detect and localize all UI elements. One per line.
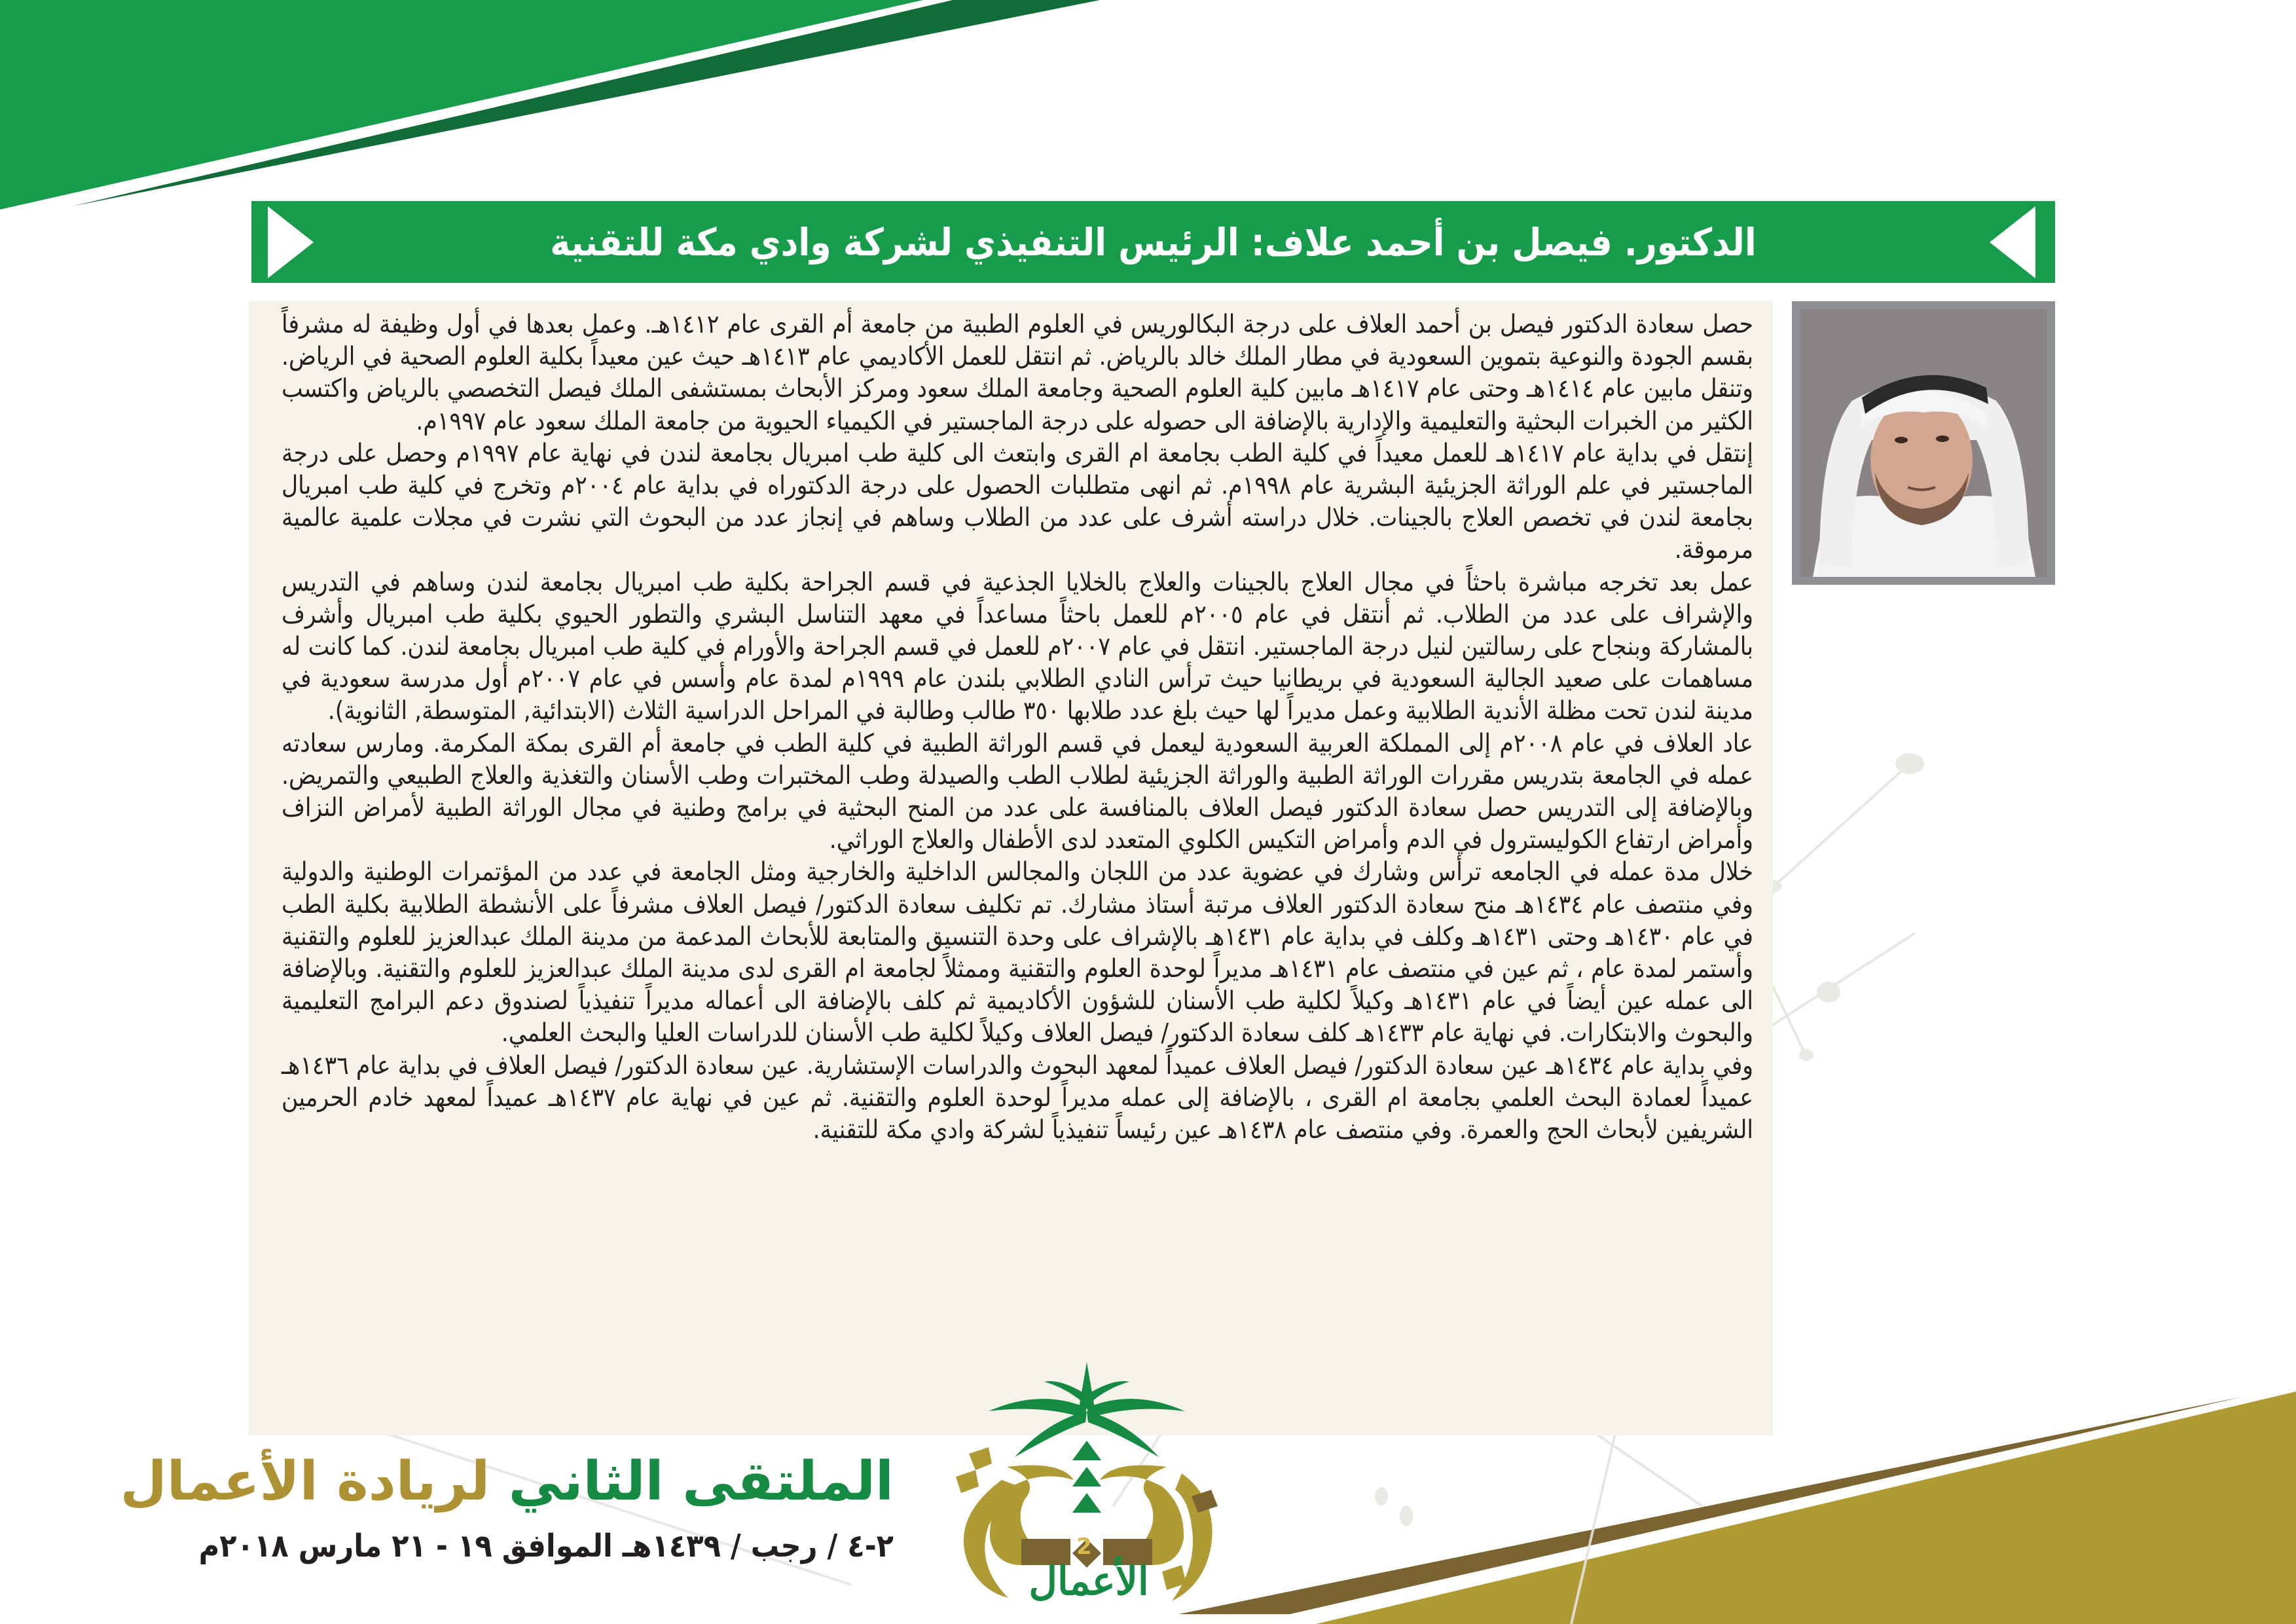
event-title <box>120 1450 894 1529</box>
person-portrait-icon <box>1800 309 2047 577</box>
biography-text <box>282 308 1753 1146</box>
event-title-part1: الملتقى الثاني <box>508 1450 894 1513</box>
biography-paragraph: إنتقل في بداية عام ١٤١٧هـ للعمل معيداً في كلية الطب بجامعة ام القرى وابتعث الى كلية طب امبريال بجامعة لندن في نهاية عام ١٩٩٧م وحصل على درجة الماجستير في علم الوراثة الجزيئية البشرية عام ١٩٩٨م. ثم انهى متطلبات الحصول على درجة الدكتوراه في بداية عام ٢٠٠٤م وتخرج في كلية طب امبريال بجامعة لندن في تخصص العلاج بالجينات. خلال دراسته أشرف على عدد من الطلاب وساهم في إنجاز عدد من البحوث التي نشرت في مجلات علمية عالمية مرموقة. <box>282 438 1754 565</box>
portrait-photo <box>1792 301 2055 585</box>
logo-edition-number: 2 <box>1076 1534 1092 1560</box>
biography-paragraph: خلال مدة عمله في الجامعه ترأس وشارك في عضوية عدد من اللجان والمجالس الداخلية والخارجية ومثل الجامعة في عدد من المؤتمرات الوطنية والدولية وفي منتصف عام ١٤٣٤هـ منح سعادة الدكتور العلاف مرتبة أستاذ مشارك. تم تكليف سعادة الدكتور/ فيصل العلاف مشرفاً على الأنشطة الطلابية بكلية الطب في عام ١٤٣٠هـ وحتى ١٤٣١هـ وكلف في بداية عام ١٤٣١هـ بالإشراف على وحدة التنسيق والمتابعة للأبحاث المدعمة من مدينة الملك عبدالعزيز للعلوم والتقنية وأستمر لمدة عام ، ثم عين في منتصف عام ١٤٣١هـ مديراً لوحدة العلوم والتقنية وممثلاً لجامعة ام القرى لدى مدينة الملك عبدالعزيز للعلوم والتقنية. وبالإضافة الى عمله عين أيضاً في عام ١٤٣١هـ وكيلاً لكلية طب الأسنان للشؤون الأكاديمية ثم كلف بالإضافة الى أعماله مديراً تنفيذياً لصندوق دعم البرامج التعليمية والبحوث والابتكارات. في نهاية عام ١٤٣٣هـ كلف سعادة الدكتور/ فيصل العلاف وكيلاً لكلية طب الأسنان للدراسات العليا والبحث العلمي. <box>282 857 1754 1048</box>
header-banner <box>251 201 2055 283</box>
arrow-left-icon <box>1990 206 2035 278</box>
biography-paragraph: عمل بعد تخرجه مباشرة باحثاً في مجال العلاج بالجينات والعلاج بالخلايا الجذعية في قسم الجراحة بكلية طب امبريال بجامعة لندن وساهم في التدريس والإشراف على عدد من الطلاب. ثم أنتقل في عام ٢٠٠٥م للعمل باحثاً مساعداً في معهد التناسل البشري والتطور الحيوي بكلية طب امبريال وأشرف بالمشاركة وبنجاح على رسالتين لنيل درجة الماجستير. انتقل في عام ٢٠٠٧م للعمل في قسم الجراحة والأورام في كلية طب امبريال بجامعة لندن. كما كانت له مساهمات على صعيد الجالية السعودية في بريطانيا حيث ترأس النادي الطلابي بلندن عام ١٩٩٩م لمدة عام وأسس في عام ٢٠٠٧م أول مدرسة سعودية في مدينة لندن تحت مظلة الأندية الطلابية وعمل مديراً لها حيث بلغ عدد طلابها ٣٥٠ طالب وطالبة في المراحل الدراسية الثلاث (الابتدائية, المتوسطة, الثانوية). <box>282 567 1754 726</box>
arrow-right-icon <box>268 206 314 278</box>
biography-box <box>249 301 1773 1435</box>
biography-paragraph: وفي بداية عام ١٤٣٤هـ عين سعادة الدكتور/ فيصل العلاف عميداً لمعهد البحوث والدراسات الإستشارية. عين سعادة الدكتور/ فيصل العلاف في بداية عام ١٤٣٦هـ عميداً لعمادة البحث العلمي بجامعة ام القرى ، بالإضافة إلى عمله مديراً لوحدة العلوم والتقنية. ثم عين في نهاية عام ١٤٣٧هـ عميداً لمعهد خادم الحرمين الشريفين لأبحاث الحج والعمرة. وفي منتصف عام ١٤٣٨هـ عين رئيساً تنفيذياً لشركة وادي مكة للتقنية. <box>282 1050 1753 1145</box>
biography-paragraph: عاد العلاف في عام ٢٠٠٨م إلى المملكة العربية السعودية ليعمل في قسم الوراثة الطبية في كلية الطب في جامعة أم القرى بمكة المكرمة. ومارس سعادته عمله في الجامعة بتدريس مقررات الوراثة الطبية والوراثة الجزيئية لطلاب الطب والصيدلة وطب المختبرات وطب الأسنان والتغذية والعلاج الطبيعي والتمريض. وبالإضافة إلى التدريس حصل سعادة الدكتور فيصل العلاف بالمنافسة على عدد من المنح البحثية في برامج وطنية في مجال الوراثة الطبية لأمراض النزاف وأمراض ارتفاع الكوليسترول في الدم وأمراض التكيس الكلوي المتعدد لدى الأطفال والعلاج الوراثي. <box>282 728 1754 855</box>
biography-paragraph: حصل سعادة الدكتور فيصل بن أحمد العلاف على درجة البكالوريس في العلوم الطبية من جامعة أم القرى عام ١٤١٢هـ. وعمل بعدها في أول وظيفة له مشرفاً بقسم الجودة والنوعية بتموين السعودية في مطار الملك خالد بالرياض. ثم انتقل للعمل الأكاديمي عام ١٤١٣هـ حيث عين معيداً بكلية العلوم الصحية في الرياض. وتنقل مابين عام ١٤١٤هـ وحتى عام ١٤١٧هـ مابين كلية العلوم الصحية وجامعة الملك سعود ومركز الأبحاث بمستشفى الملك فيصل التخصصي بالرياض واكتسب الكثير من الخبرات البحثية والتعليمية والإدارية بالإضافة الى حصوله على درجة الماجستير في الكيمياء الحيوية من جامعة الملك سعود عام ١٩٩٧م. <box>282 310 1754 436</box>
event-date: ٢-٤ / رجب / ١٤٣٩هـ الموافق ١٩ - ٢١ مارس ٢٠١٨م <box>198 1528 894 1564</box>
event-title-part2: لريادة الأعمال <box>120 1450 490 1513</box>
logo-caption: الأعمال <box>1029 1559 1149 1604</box>
portrait-image <box>1800 309 2047 577</box>
page-title: الدكتور. فيصل بن أحمد علاف: الرئيس التنفيذي لشركة وادي مكة للتقنية <box>550 219 1757 265</box>
